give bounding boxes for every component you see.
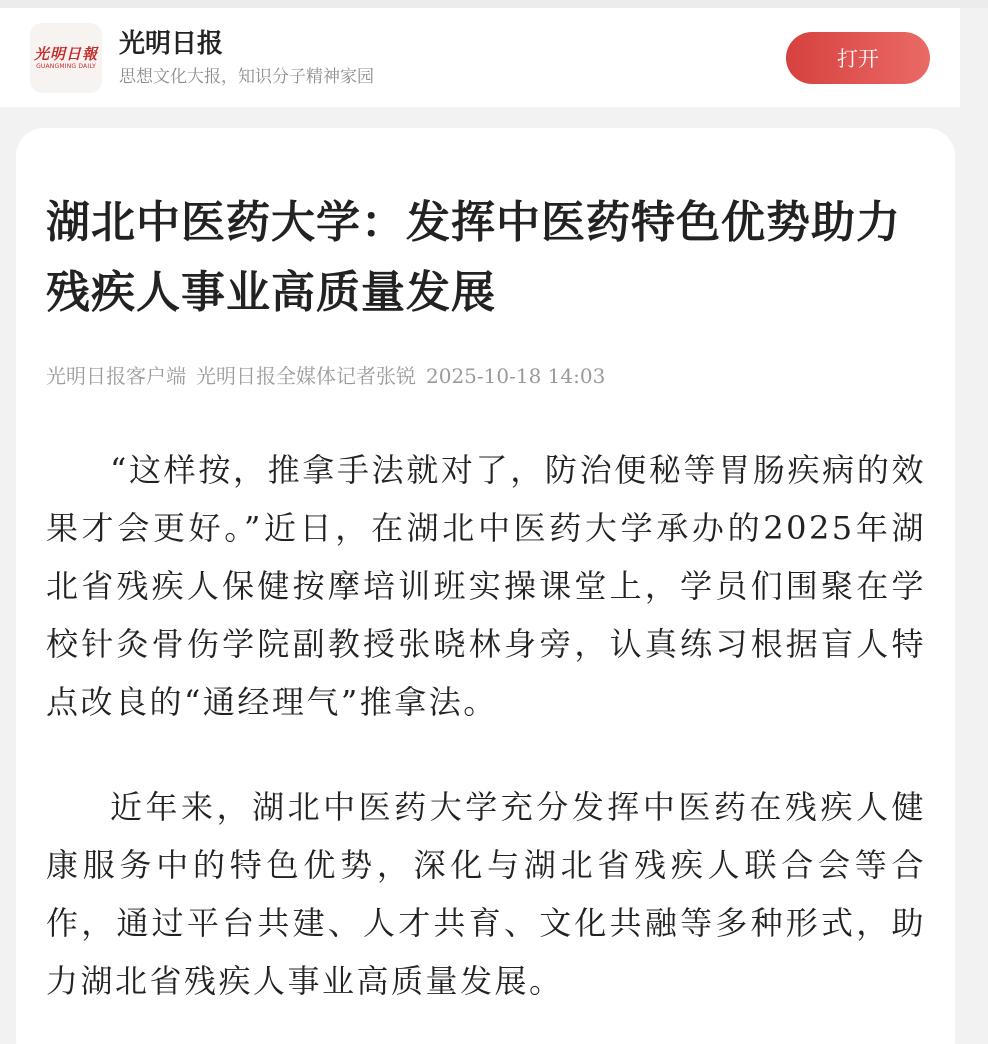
open-app-button[interactable]: 打开 [786,32,930,84]
app-name: 光明日报 [119,29,224,59]
top-strip [0,0,988,8]
logo-calligraphy: 光明日報 [33,45,98,63]
scrollbar-gutter [960,8,988,1044]
logo-subtext: GUANGMING DAILY [36,63,96,70]
article-datetime: 2025-10-18 14:03 [426,364,606,388]
article-meta [46,362,615,390]
article-author: 光明日报全媒体记者张锐 [196,364,416,388]
article-card [16,128,955,1044]
article-source: 光明日报客户端 [46,364,186,388]
article-paragraph: “这样按，推拿手法就对了，防治便秘等胃肠疾病的效果才会更好。”近日，在湖北中医药大学承办的2025年湖北省残疾人保健按摩培训班实操课堂上，学员们围聚在学校针灸骨伤学院副教授张晓林身旁，认真练习根据盲人特点改良的“通经理气”推拿法。 [46,451,926,721]
app-logo[interactable] [30,23,102,93]
article-paragraph: 近年来，湖北中医药大学充分发挥中医药在残疾人健康服务中的特色优势，深化与湖北省残疾人联合会等合作，通过平台共建、人才共育、文化共融等多种形式，助力湖北省残疾人事业高质量发展。 [46,788,926,1000]
app-download-banner [0,8,960,107]
app-slogan: 思想文化大报，知识分子精神家园 [119,67,374,87]
article-title: 湖北中医药大学：发挥中医药特色优势助力残疾人事业高质量发展 [46,197,901,318]
